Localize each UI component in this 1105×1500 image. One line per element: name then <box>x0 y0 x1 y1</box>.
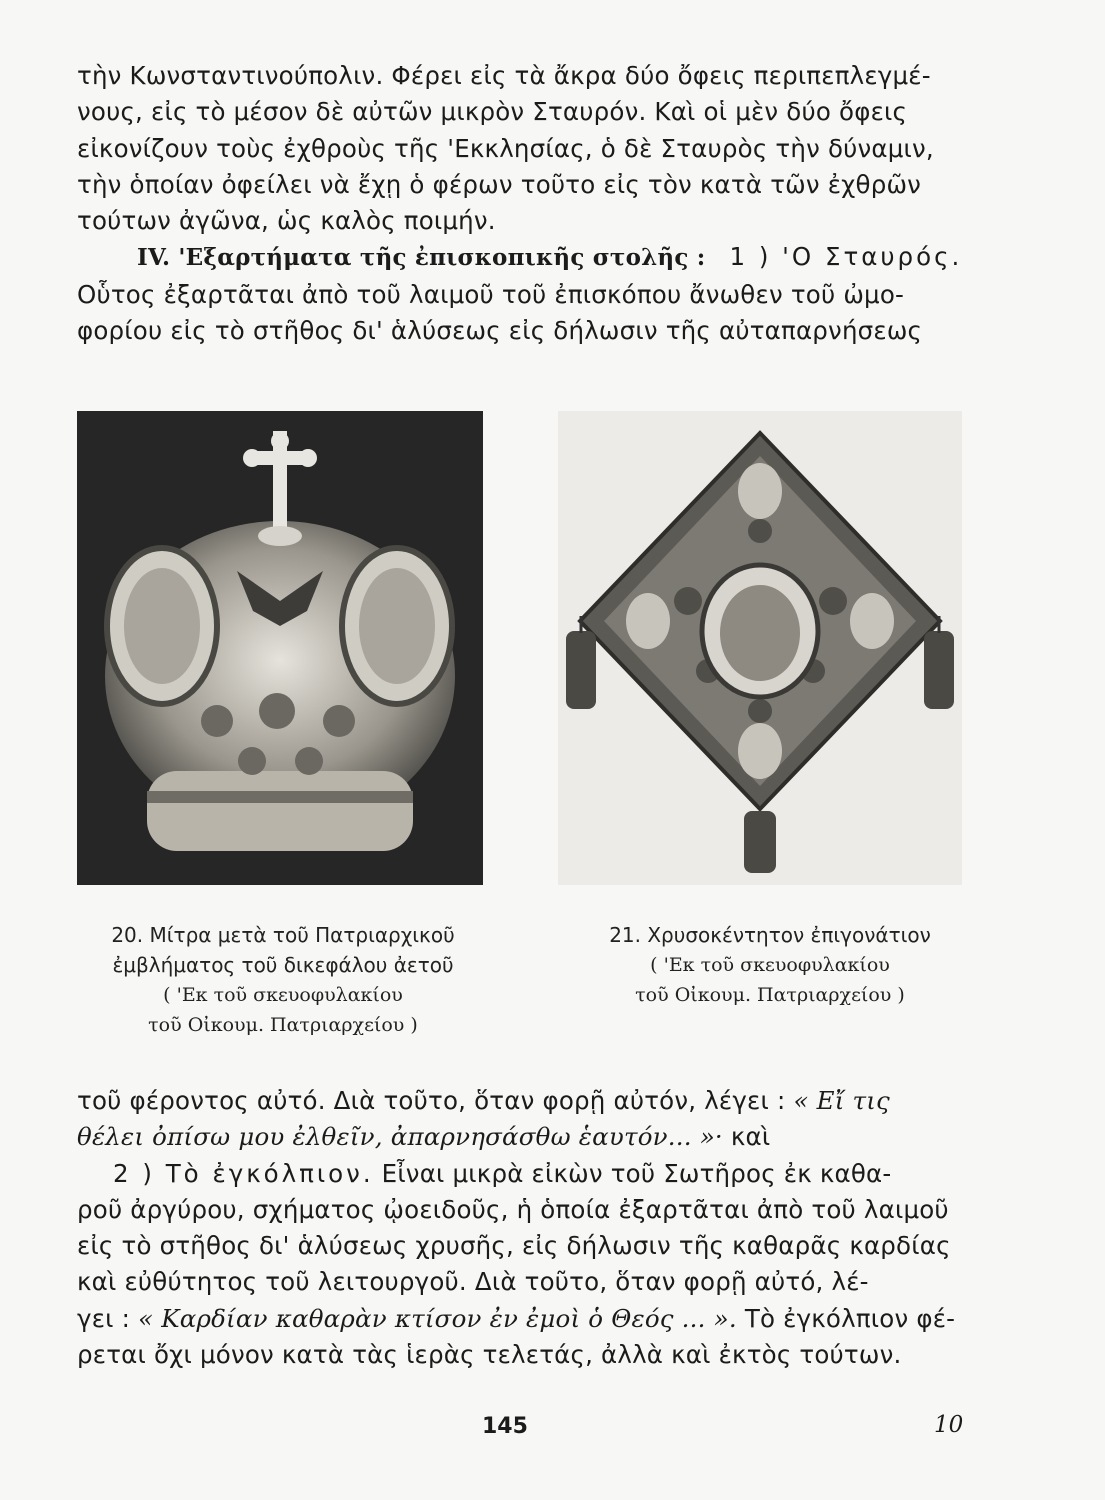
text-line: εἰκονίζουν τοὺς ἐχθροὺς τῆς 'Εκκλησίας, ὁ δὲ Σταυρὸς τὴν δύναμιν, <box>77 133 934 163</box>
figure-21-caption <box>574 920 966 1010</box>
caption-title: Μίτρα μετὰ τοῦ Πατριαρχικοῦ <box>149 923 455 947</box>
caption-title-line <box>574 920 966 950</box>
text-line: καὶ εὐθύτητος τοῦ λειτουργοῦ. Διὰ τοῦτο, ὅταν φορῇ αὐτό, λέ- <box>77 1267 869 1297</box>
caption-title: Χρυσοκέντητον ἐπιγονάτιον <box>647 923 931 947</box>
section-item: 1 ) 'Ο Σταυρός. <box>729 242 963 272</box>
text-line: τούτων ἀγῶνα, ὡς καλὸς ποιμήν. <box>77 206 496 236</box>
figure-20-caption <box>77 920 489 1040</box>
mitre-photo <box>77 411 483 885</box>
quote: « Εἴ τις <box>793 1086 890 1115</box>
caption-source: τοῦ Οἰκουμ. Πατριαρχείου ) <box>148 1014 418 1036</box>
top-paragraph <box>77 58 965 349</box>
quote: « Καρδίαν καθαρὰν κτίσον ἐν ἐμοὶ ὁ Θεός ... ». <box>138 1303 737 1333</box>
caption-title-line <box>77 920 489 950</box>
text-line: τοῦ φέροντος αὐτό. Διὰ τοῦτο, ὅταν φορῇ αὐτόν, λέγει : « Εἴ τις <box>77 1086 890 1115</box>
figure-number: 21. <box>609 923 641 947</box>
quote: θέλει ὀπίσω μου ἐλθεῖν, ἀπαρνησάσθω ἑαυτόν... »· <box>77 1122 723 1152</box>
text-line: ρεται ὄχι μόνον κατὰ τὰς ἱερὰς τελετάς, ἀλλὰ καὶ ἐκτὸς τούτων. <box>77 1340 902 1370</box>
text-line: ροῦ ἀργύρου, σχήματος ᾠοειδοῦς, ἡ ὁποία ἐξαρτᾶται ἀπὸ τοῦ λαιμοῦ <box>77 1194 949 1224</box>
caption-source: ( 'Εκ τοῦ σκευοφυλακίου <box>650 954 890 976</box>
caption-title: ἐμβλήματος τοῦ δικεφάλου ἀετοῦ <box>112 953 454 977</box>
caption-source: ( 'Εκ τοῦ σκευοφυλακίου <box>163 984 403 1006</box>
item-label: 2 ) Τὸ ἐγκόλπιον. <box>113 1158 374 1188</box>
bottom-paragraph <box>77 1083 965 1373</box>
signature-mark: 10 <box>934 1412 964 1438</box>
section-heading: ΙV. 'Εξαρτήματα τῆς ἐπισκοπικῆς στολῆς : <box>137 244 706 272</box>
page-number: 145 <box>482 1414 528 1439</box>
section-heading-line <box>77 239 965 276</box>
text-line: τὴν ὁποίαν ὀφείλει νὰ ἔχῃ ὁ φέρων τοῦτο εἰς τὸν κατὰ τῶν ἐχθρῶν <box>77 169 922 199</box>
caption-source: τοῦ Οἰκουμ. Πατριαρχείου ) <box>635 984 905 1006</box>
text-line: φορίου εἰς τὸ στῆθος δι' ἁλύσεως εἰς δήλωσιν τῆς αὐταπαρνήσεως <box>77 316 923 346</box>
figure-number: 20. <box>111 923 144 947</box>
text-line: νους, εἰς τὸ μέσον δὲ αὐτῶν μικρὸν Σταυρόν. Καὶ οἱ μὲν δύο ὄφεις <box>77 97 908 127</box>
text-line: τὴν Κωνσταντινούπολιν. Φέρει εἰς τὰ ἄκρα δύο ὄφεις περιπεπλεγμέ- <box>77 61 931 90</box>
text-line: γει : « Καρδίαν καθαρὰν κτίσον ἐν ἐμοὶ ὁ Θεός ... ». Τὸ ἐγκόλπιον φέ- <box>77 1303 956 1333</box>
text-line: θέλει ὀπίσω μου ἐλθεῖν, ἀπαρνησάσθω ἑαυτόν... »· καὶ <box>77 1122 771 1152</box>
text-line: 2 ) Τὸ ἐγκόλπιον. Εἶναι μικρὰ εἰκὼν τοῦ Σωτῆρος ἐκ καθα- <box>113 1158 892 1188</box>
text-line: Οὗτος ἐξαρτᾶται ἀπὸ τοῦ λαιμοῦ τοῦ ἐπισκόπου ἄνωθεν τοῦ ὠμο- <box>77 279 905 309</box>
text-line: εἰς τὸ στῆθος δι' ἁλύσεως χρυσῆς, εἰς δήλωσιν τῆς καθαρᾶς καρδίας <box>77 1231 951 1261</box>
epigonation-photo <box>558 411 962 885</box>
